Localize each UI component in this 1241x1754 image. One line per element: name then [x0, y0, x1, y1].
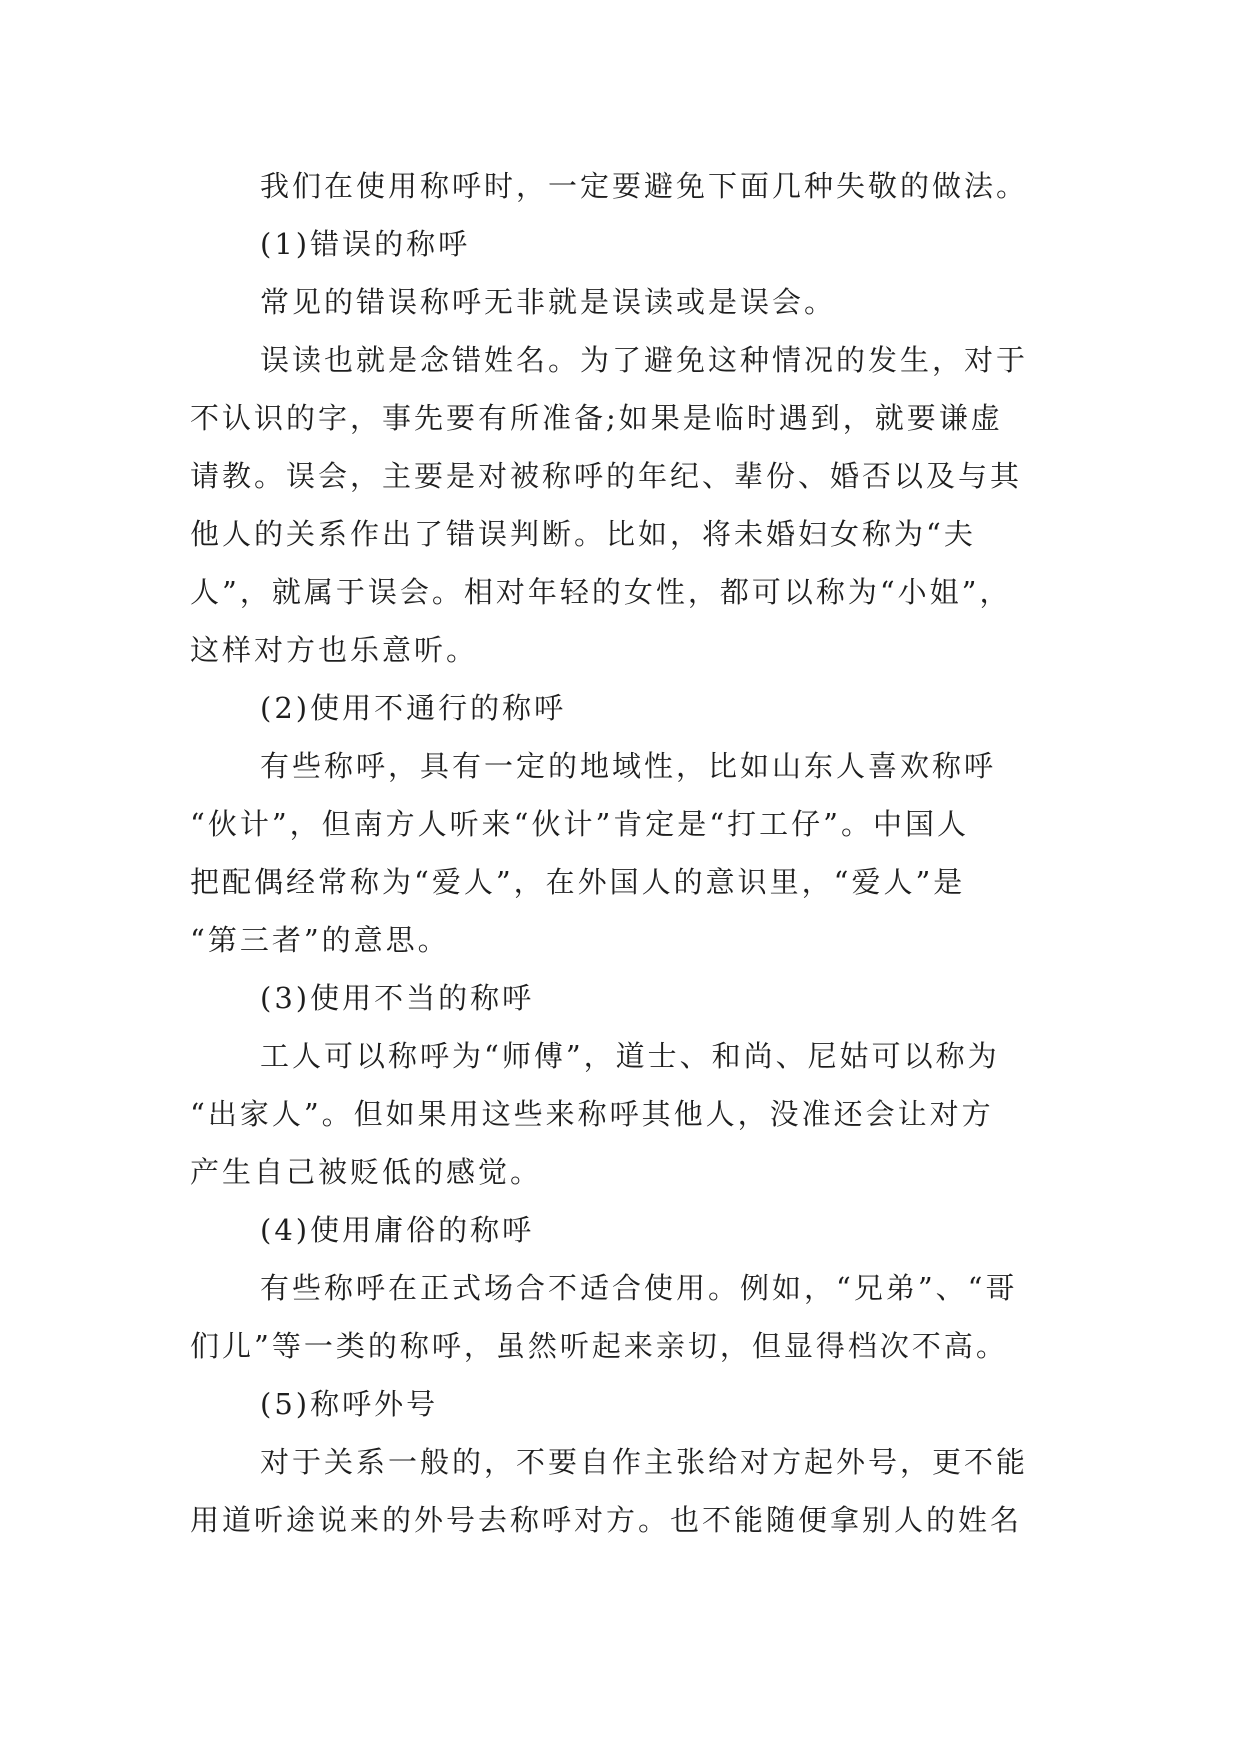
section-heading: (4)使用庸俗的称呼 — [260, 1213, 535, 1247]
section-heading: (3)使用不当的称呼 — [260, 981, 535, 1015]
paragraph-line: 误读也就是念错姓名。为了避免这种情况的发生，对于 — [260, 343, 1029, 377]
paragraph-line: “伙计”，但南方人听来“伙计”肯定是“打工仔”。中国人 — [190, 807, 969, 841]
document-body — [190, 157, 1050, 1549]
paragraph-line: 工人可以称呼为“师傅”，道士、和尚、尼姑可以称为 — [260, 1039, 1000, 1073]
paragraph-line: 不认识的字，事先要有所准备;如果是临时遇到，就要谦虚 — [190, 401, 1003, 435]
paragraph-line: 们儿”等一类的称呼，虽然听起来亲切，但显得档次不高。 — [190, 1329, 1008, 1363]
paragraph-line: “出家人”。但如果用这些来称呼其他人，没准还会让对方 — [190, 1097, 994, 1131]
paragraph-line: 对于关系一般的，不要自作主张给对方起外号，更不能 — [260, 1445, 1029, 1479]
paragraph-line: 请教。误会，主要是对被称呼的年纪、辈份、婚否以及与其 — [190, 459, 1023, 493]
paragraph-line: 这样对方也乐意听。 — [190, 633, 479, 667]
paragraph-line: 产生自己被贬低的感觉。 — [190, 1155, 543, 1189]
paragraph-line: 有些称呼在正式场合不适合使用。例如，“兄弟”、“哥 — [260, 1271, 1018, 1305]
paragraph-line: “第三者”的意思。 — [190, 923, 450, 957]
paragraph-line: 常见的错误称呼无非就是误读或是误会。 — [260, 285, 837, 319]
paragraph-line: 把配偶经常称为“爱人”，在外国人的意识里，“爱人”是 — [190, 865, 966, 899]
paragraph-line: 用道听途说来的外号去称呼对方。也不能随便拿别人的姓名 — [190, 1503, 1023, 1537]
section-heading: (1)错误的称呼 — [260, 227, 471, 261]
paragraph-line: 我们在使用称呼时，一定要避免下面几种失敬的做法。 — [260, 169, 1029, 203]
paragraph-line: 人”，就属于误会。相对年轻的女性，都可以称为“小姐”， — [190, 575, 1012, 609]
section-heading: (5)称呼外号 — [260, 1387, 439, 1421]
section-heading: (2)使用不通行的称呼 — [260, 691, 567, 725]
paragraph-line: 有些称呼，具有一定的地域性，比如山东人喜欢称呼 — [260, 749, 997, 783]
paragraph-line: 他人的关系作出了错误判断。比如，将未婚妇女称为“夫 — [190, 517, 976, 551]
